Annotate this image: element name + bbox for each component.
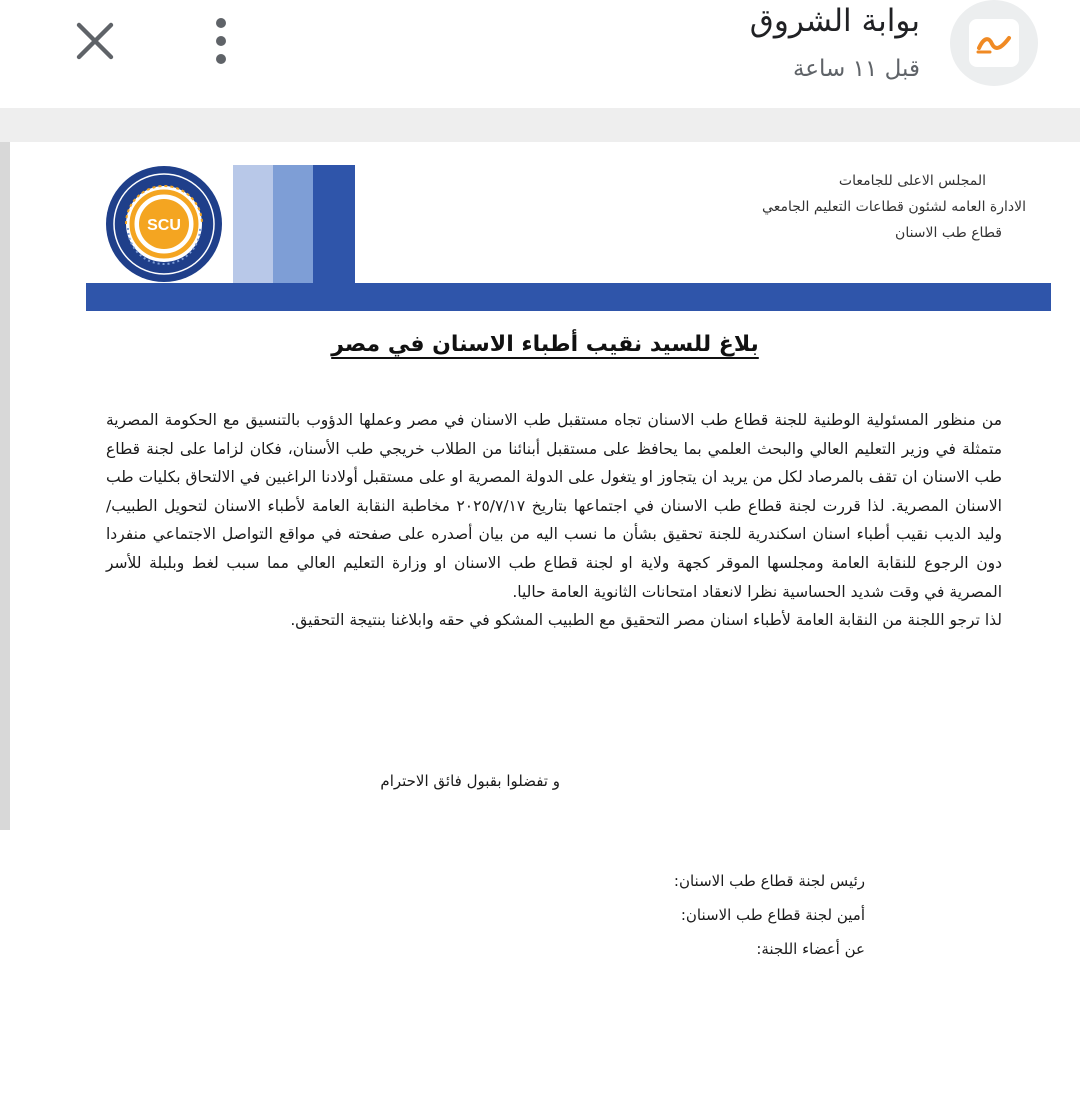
document-title: بلاغ للسيد نقيب أطباء الاسنان في مصر bbox=[331, 332, 759, 357]
document-body bbox=[106, 406, 1002, 635]
org-line-sector: قطاع طب الاسنان bbox=[895, 225, 1002, 241]
signature-chair: رئيس لجنة قطاع طب الاسنان: bbox=[673, 872, 865, 890]
body-paragraph: لذا ترجو اللجنة من النقابة العامة لأطباء اسنان مصر التحقيق مع الطبيب المشكو في حقه وابلاغنا بنتيجة التحقيق. bbox=[290, 611, 1002, 630]
closing-salutation: و تفضلوا بقبول فائق الاحترام bbox=[380, 772, 560, 790]
body-paragraph: من منظور المسئولية الوطنية للجنة قطاع طب الاسنان تجاه مستقبل طب الاسنان في مصر وعملها الدؤوب بالتنسيق مع الحكومة المصرية متمثلة في وزير التعليم العالي والبحث العلمي بما يحافظ على مستقبل أبنائنا من الطلاب خريجي طب الأسنان، فكان لزاما على لجنة قطاع طب الاسنان ان تقف بالمرصاد لكل من يريد ان يتجاوز او يتغول على الدولة المصرية او على مستقبل أولادنا الراغبين في الالتحاق بكليات طب الاسنان المصرية. لذا قررت لجنة قطاع طب الاسنان في اجتماعها بتاريخ ٢٠٢٥/٧/١٧ مخاطبة النقابة العامة لأطباء الاسنان لتحويل الطبيب/ وليد الديب نقيب أطباء اسنان اسكندرية للجنة تحقيق بشأن ما نسب اليه من بيان أصدره على صفحته في مواقع التواصل الاجتماعي منفردا دون الرجوع للنقابة العامة ومجلسها الموقر كجهة ولاية او لجنة قطاع طب الاسنان او وزارة التعليم العالي مما سبب لغط وبلبلة للأسر المصرية في وقت شديد الحساسية نظرا لانعقاد امتحانات الثانوية العامة حاليا. bbox=[106, 411, 1002, 601]
shorouk-logo-icon bbox=[976, 31, 1012, 55]
publisher-name[interactable]: بوابة الشروق bbox=[749, 3, 920, 39]
publisher-logo bbox=[969, 19, 1019, 67]
header-rule bbox=[86, 283, 1051, 311]
more-vert-icon bbox=[214, 16, 228, 66]
close-icon bbox=[75, 21, 115, 61]
close-button[interactable] bbox=[72, 18, 118, 64]
signature-members: عن أعضاء اللجنة: bbox=[756, 940, 865, 958]
document-image bbox=[10, 142, 1080, 1103]
scu-seal-logo bbox=[104, 164, 224, 284]
org-line-administration: الادارة العامه لشئون قطاعات التعليم الجامعي bbox=[762, 199, 1026, 215]
article-header bbox=[0, 0, 1080, 108]
seal-text: SCU bbox=[147, 217, 181, 234]
signature-secretary: أمين لجنة قطاع طب الاسنان: bbox=[680, 906, 865, 924]
document-title-wrap bbox=[10, 332, 1080, 357]
org-line-council: المجلس الاعلى للجامعات bbox=[838, 173, 986, 189]
more-options-button[interactable] bbox=[204, 14, 238, 68]
publisher-avatar[interactable] bbox=[950, 0, 1038, 86]
signature-block bbox=[510, 864, 865, 966]
org-letterhead bbox=[762, 168, 1026, 246]
publish-time: قبل ١١ ساعة bbox=[792, 56, 920, 82]
section-divider bbox=[0, 108, 1080, 142]
publisher-info bbox=[750, 0, 920, 84]
